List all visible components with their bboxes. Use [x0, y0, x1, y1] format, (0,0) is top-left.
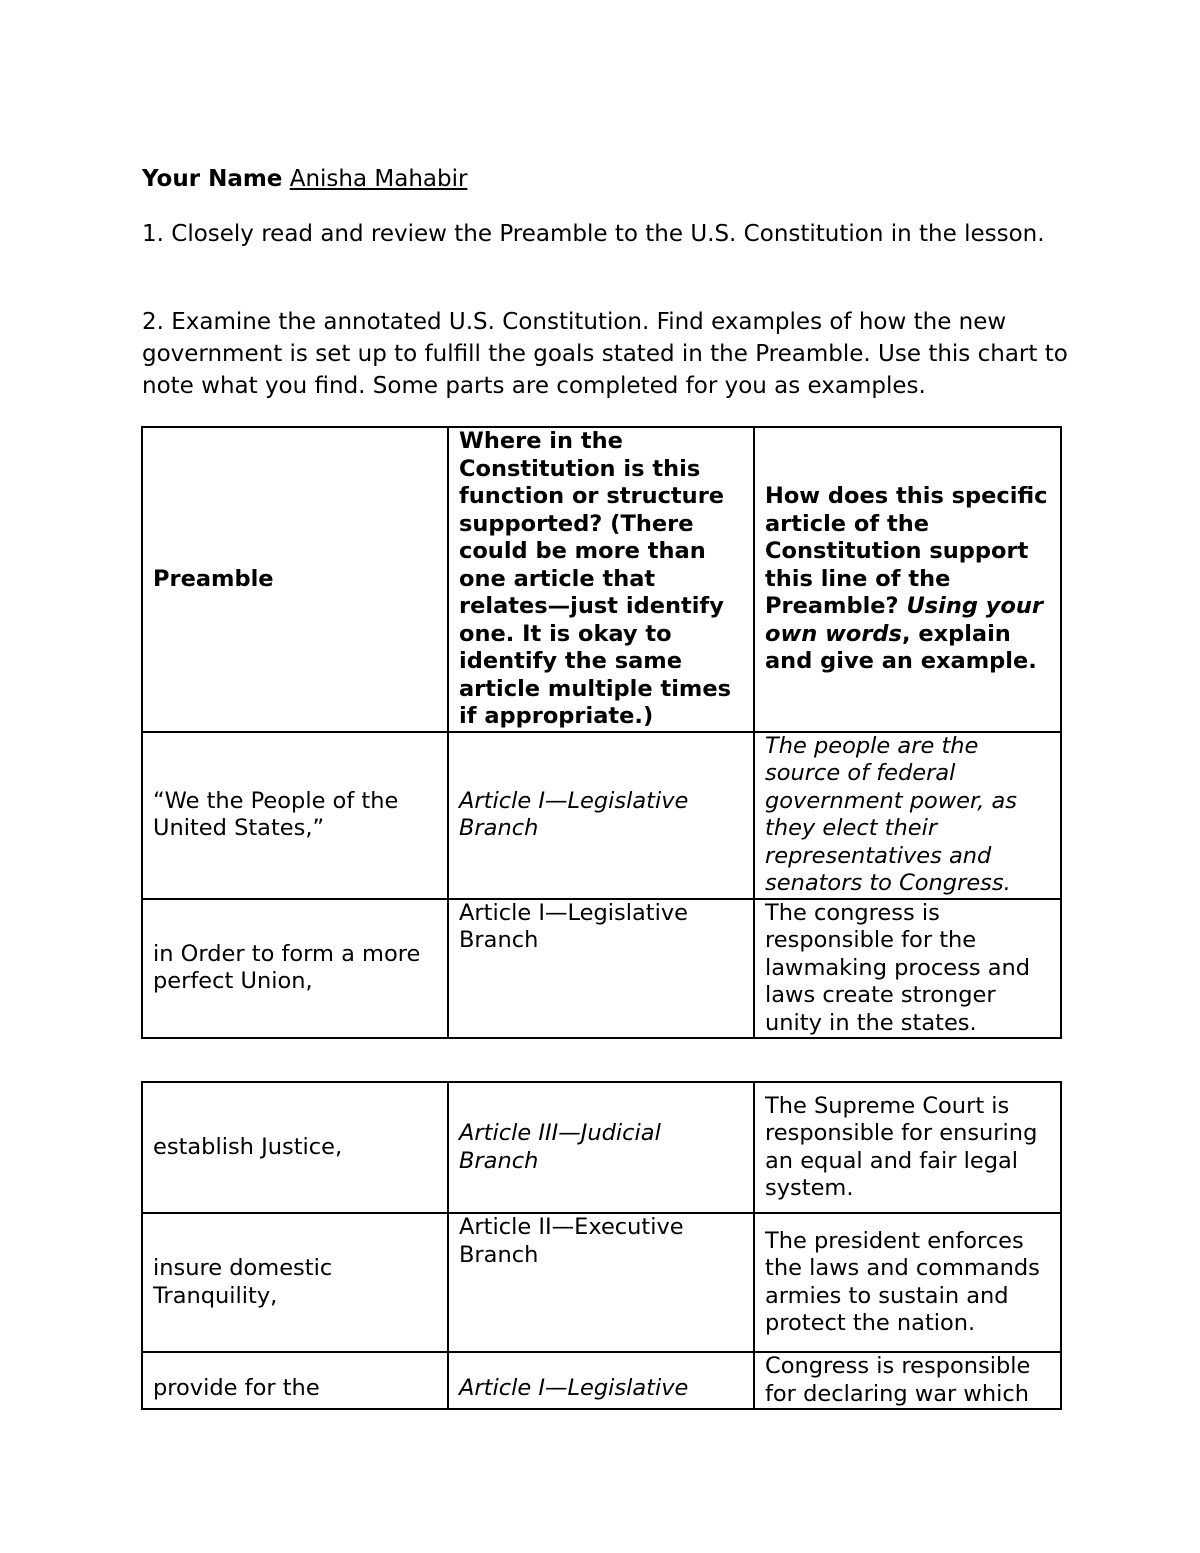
table-header-row: [142, 427, 1061, 732]
table-row: [142, 899, 1061, 1039]
preamble-cell: insure domestic Tranquility,: [142, 1213, 448, 1352]
instruction-2: 2. Examine the annotated U.S. Constitution. Find examples of how the new government is set up to fulfill the goals stated in the Preamble. Use this chart to note what you find. Some parts are completed for you as examples.: [142, 309, 1068, 399]
header-preamble: Preamble: [142, 427, 448, 732]
header-how-italic: Using your own words: [765, 593, 1044, 647]
header-how: [754, 427, 1061, 732]
table-row: [142, 1352, 1061, 1409]
explanation-cell: The congress is responsible for the lawmaking process and laws create stronger unity in the states.: [754, 899, 1061, 1039]
header-how-main: How does this specific article of the Constitution support this line of the Preamble?: [765, 483, 1048, 619]
table-row: [142, 732, 1061, 899]
explanation-cell: The president enforces the laws and commands armies to sustain and protect the nation.: [754, 1213, 1061, 1352]
article-cell: Article I—Legislative: [448, 1352, 754, 1409]
explanation-cell: The people are the source of federal government power, as they elect their representatives and senators to Congress.: [754, 732, 1061, 899]
preamble-cell: provide for the: [142, 1352, 448, 1409]
table-row: [142, 1082, 1061, 1213]
preamble-cell: establish Justice,: [142, 1082, 448, 1213]
preamble-chart-table: [141, 426, 1062, 1039]
name-line: [142, 163, 467, 195]
article-cell: Article I—Legislative Branch: [448, 899, 754, 1039]
article-cell: Article II—Executive Branch: [448, 1213, 754, 1352]
name-label: Your Name: [142, 166, 283, 192]
article-cell: Article I—Legislative Branch: [448, 732, 754, 899]
instruction-1: 1. Closely read and review the Preamble to the U.S. Constitution in the lesson.: [142, 221, 1045, 247]
preamble-cell: “We the People of the United States,”: [142, 732, 448, 899]
preamble-chart-table-continued: [141, 1081, 1062, 1410]
preamble-cell: in Order to form a more perfect Union,: [142, 899, 448, 1039]
table-row: [142, 1213, 1061, 1352]
explanation-cell: Congress is responsible for declaring war which: [754, 1352, 1061, 1409]
student-name: Anisha Mahabir: [289, 166, 468, 192]
header-how-end: , explain and give an example.: [765, 620, 1037, 674]
article-cell: Article III—Judicial Branch: [448, 1082, 754, 1213]
explanation-cell: The Supreme Court is responsible for ensuring an equal and fair legal system.: [754, 1082, 1061, 1213]
header-where: Where in the Constitution is this function or structure supported? (There could be more than one article that relates—just identify one. It is okay to identify the same article multiple times if appropriate.): [448, 427, 754, 732]
